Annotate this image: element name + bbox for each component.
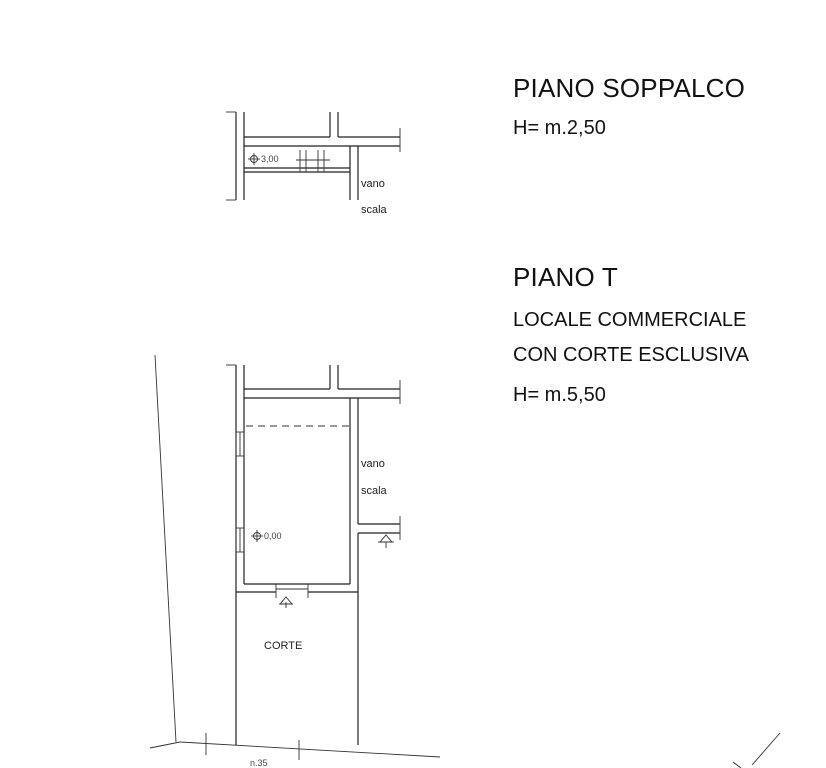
court-label: CORTE (264, 640, 303, 652)
mezzanine-title: PIANO SOPPALCO (513, 73, 746, 103)
ground-stair-label-1: vano (361, 458, 385, 470)
ground-floor-plan (150, 355, 440, 768)
entrance-marker-stair (378, 535, 394, 548)
mezzanine-stair-label-2: scala (361, 204, 387, 216)
mezzanine-elevation-label: 3,00 (261, 154, 279, 164)
mezzanine-stair-label-1: vano (361, 178, 385, 190)
entrance-marker-shop (279, 597, 293, 608)
ground-description-line-2: CON CORTE ESCLUSIVA (513, 344, 749, 366)
ground-height: H= m.5,50 (513, 384, 606, 406)
north-arrow-icon (733, 733, 780, 768)
ground-title: PIANO T (513, 262, 618, 292)
ground-description-line-1: LOCALE COMMERCIALE (513, 309, 747, 331)
parcel-number-label: n.35 (250, 758, 268, 768)
mezzanine-plan (226, 112, 400, 216)
mezzanine-height: H= m.2,50 (513, 117, 606, 139)
ground-stair-label-2: scala (361, 485, 387, 497)
ground-elevation-label: 0,00 (264, 531, 282, 541)
